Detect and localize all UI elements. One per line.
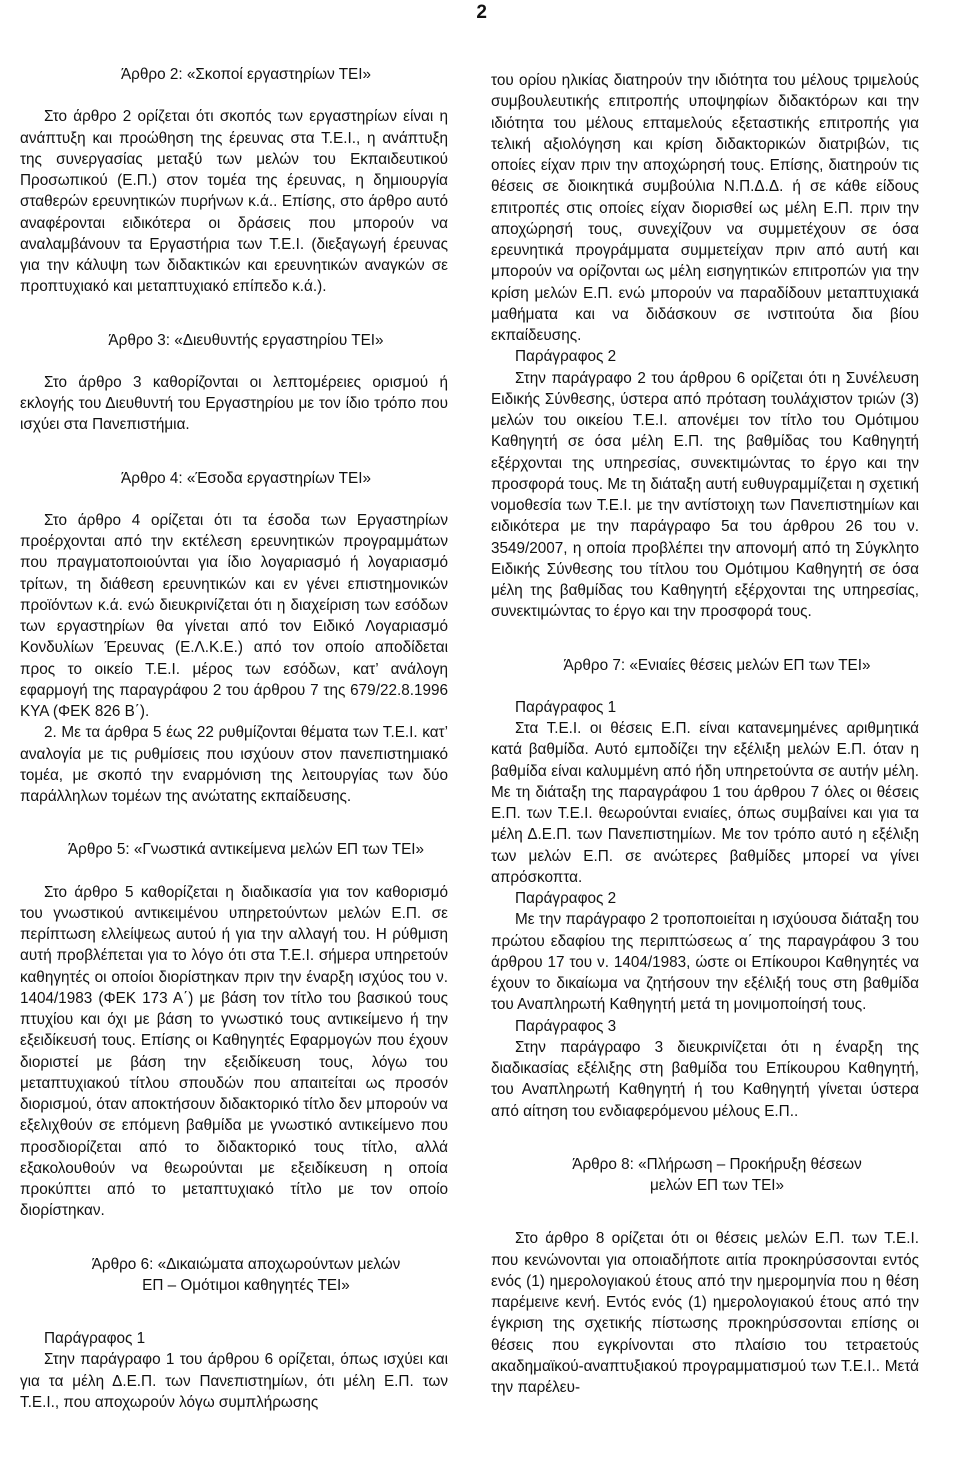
article-8-paragraph: Στο άρθρο 8 ορίζεται ότι οι θέσεις μελών Ε.Π. των Τ.Ε.Ι. που κενώνονται για οποιαδήποτε αιτία προκηρύσσονται εντός ενός (1) ημερολογιακού έτους από την ημερομηνία που η θέση παρέμεινε κενή. Εντός ενός (1) ημερολογιακού έτους από την έγκριση της σχετικής πίστωσης προκηρύσσονται επίσης οι θέσεις που εγκρίνονται στο πλαίσιο του τετραετούς ακαδημαϊκού-αναπτυξιακού προγραμματισμού των Τ.Ε.Ι.. Μετά την παρέλευ- [491,1230,919,1396]
left-column [20,64,448,1413]
article-7-paragraph-2-text: Με την παράγραφο 2 τροποποιείται η ισχύουσα διάταξη του πρώτου εδαφίου της περιπτώσεως α΄ της παραγράφου 3 του άρθρου 17 του ν. 1404/1983, ώστε οι Επίκουροι Καθηγητές να έχουν το δικαίωμα να ζητήσουν την εξέλιξή τους στη βαθμίδα του Αναπληρωτή Καθηγητή μετά τη μονιμοποίησή τους. [491,911,919,1014]
article-7-paragraph-1-text: Στα Τ.Ε.Ι. οι θέσεις Ε.Π. είναι κατανεμημένες αριθμητικά κατά βαθμίδα. Αυτό εμποδίζει την εξέλιξη μελών Ε.Π. όταν η βαθμίδα είναι καλυμμένη από ήδη υπηρετούντα σε αυτήν μέλη. Με τη διάταξη της παραγράφου 1 του άρθρου 7 όλες οι θέσεις Ε.Π. των Τ.Ε.Ι. θεωρούνται ενιαίες, όπως συμβαίνει και για τα μέλη Δ.Ε.Π. των Πανεπιστημίων. Με τον τρόπο αυτό η εξέλιξη των μελών Ε.Π. σε ανώτερες βαθμίδες μπορεί να γίνει απρόσκοπτα. [491,720,919,886]
article-4-paragraph: Στο άρθρο 4 ορίζεται ότι τα έσοδα των Εργαστηρίων προέρχονται από την εκτέλεση ερευνητικών προγραμμάτων που πραγματοποιούνται για ίδιο λογαριασμό ή λογαριασμό τρίτων, τη διάθεση ερευνητικών και εν γένει επιστημονικών προϊόντων κ.ά. ενώ διευκρινίζεται ότι η διαχείριση των εσόδων των εργαστηρίων θα γίνεται από τον Ειδικό Λογαριασμό Κονδυλίων Έρευνας (Ε.Λ.Κ.Ε.) από τον οποίο αποδίδεται προς το οικείο Τ.Ε.Ι. μέρος των εσόδων, κατ’ ανάλογη εφαρμογή της παραγράφου 2 του άρθρου 7 της 679/22.8.1996 ΚΥΑ (ΦΕΚ 826 Β΄). [20,511,448,720]
article-6-paragraph-2-label: Παράγραφος 2 [515,348,617,366]
article-7-paragraph-2-label: Παράγραφος 2 [515,890,617,907]
article-7-paragraph-3-text: Στην παράγραφο 3 διευκρινίζεται ότι η έναρξη της διαδικασίας εξέλιξης στη βαθμίδα του Επίκουρου Καθηγητή, του Αναπληρωτή Καθηγητή ή του Καθηγητή γίνεται ύστερα από αίτηση του ενδιαφερόμενου μέλους Ε.Π.. [491,1038,919,1120]
article-6-continuation: του ορίου ηλικίας διατηρούν την ιδιότητα του μέλους τριμελούς συμβουλευτικής επιτροπής υποψηφίων διδακτόρων και την ιδιότητα του μέλους επταμελούς εξεταστικής επιτροπής για τελική αξιολόγηση και κρίση διδακτορικών διατριβών, τις οποίες είχαν πριν την αποχώρησή τους. Επίσης, διατηρούν τις θέσεις σε διοικητικά συμβούλια Ν.Π.Δ.Δ. ή σε κάθε είδους επιτροπές στις οποίες είχαν διορισθεί ως μέλη Ε.Π. πριν την αποχώρησή τους, συνεχίζουν να συμμετέχουν σε όσα ερευνητικά προγράμματα συμμετείχαν πριν από αυτή και μπορούν να ορίζονται ως μέλη εισηγητικών επιτροπών για την κρίση μελών Ε.Π. ενώ μπορούν να παραδίδουν μεταπτυχιακά μαθήματα και να διδάσκουν σε ινστιτούτα δια βίου εκπαίδευσης. [491,72,919,344]
article-6-heading-line-1: Άρθρο 6: «Δικαιώματα αποχωρούντων μελών [91,1255,401,1273]
article-7-paragraph-1-label: Παράγραφος 1 [515,698,617,716]
article-3-heading: Άρθρο 3: «Διευθυντής εργαστηρίου ΤΕΙ» [108,331,384,349]
article-5-heading: Άρθρο 5: «Γνωστικά αντικείμενα μελών ΕΠ των ΤΕΙ» [67,841,425,859]
article-8-heading-line-2: μελών ΕΠ των ΤΕΙ» [649,1177,785,1194]
article-3-paragraph: Στο άρθρο 3 καθορίζονται οι λεπτομέρειες ορισμού ή εκλογής του Διευθυντή του Εργαστηρίου με τον ίδιο τρόπο που ισχύει στα Πανεπιστήμια. [20,373,448,434]
article-4-heading: Άρθρο 4: «Έσοδα εργαστηρίων ΤΕΙ» [121,469,371,487]
article-6-heading-line-2: ΕΠ – Ομότιμοι καθηγητές ΤΕΙ» [142,1276,350,1294]
article-7-paragraph-3-label: Παράγραφος 3 [515,1017,617,1035]
right-column [491,70,919,1398]
article-6-paragraph-1-text: Στην παράγραφο 1 του άρθρου 6 ορίζεται, όπως ισχύει και για τα μέλη Δ.Ε.Π. των Πανεπιστημίων, ότι μέλη Ε.Π. των Τ.Ε.Ι., που αποχωρούν λόγω συμπλήρωσης [20,1351,448,1411]
article-8-heading-line-1: Άρθρο 8: «Πλήρωση – Προκήρυξη θέσεων [572,1155,862,1173]
article-5-paragraph: Στο άρθρο 5 καθορίζεται η διαδικασία για τον καθορισμό του γνωστικού αντικειμένου υπηρετούντων μελών Ε.Π. σε περίπτωση ελλείψεως αυτού ή για την αλλαγή του. Η ρύθμιση αυτή προβλέπεται για το λόγο ότι στα Τ.Ε.Ι. σήμερα υπηρετούν καθηγητές οι οποίοι διορίστηκαν πριν την έναρξη ισχύος του ν. 1404/1983 (ΦΕΚ 173 Α΄) με βάση τον τίτλο του βασικού τους πτυχίου και όχι με βάση το γνωστικό τους αντικείμενο ή την εξειδίκευσή τους. Επίσης οι Καθηγητές Εφαρμογών που έχουν διοριστεί με βάση την εξειδίκευση τους, λόγω του μεταπτυχιακού τίτλου σπουδών που απαιτείται ως προσόν διορισμού, όταν αποκτήσουν διδακτορικό τίτλο δεν μπορούν να εξελιχθούν σε επόμενη βαθμίδα με γνωστικό αντικείμενο που προσδιορίζεται από το διδακτορικό τους τίτλο, αλλά εξακολουθούν να θεωρούνται με εξειδίκευση η οποία προκύπτει από το μεταπτυχιακό τίτλο με τον οποίο διορίστηκαν. [20,883,448,1220]
article-4-paragraph-2: 2. Με τα άρθρα 5 έως 22 ρυθμίζονται θέματα των Τ.Ε.Ι. κατ’ αναλογία με τις ρυθμίσεις που ισχύουν στον πανεπιστημιακό τομέα, με σκοπό την εναρμόνιση της λειτουργίας των δύο παράλληλων τομέων της ανώτατης εκπαίδευσης. [20,724,448,805]
article-7-heading: Άρθρο 7: «Ενιαίες θέσεις μελών ΕΠ των ΤΕΙ» [563,656,871,674]
page-number: 2 [476,2,487,23]
article-2-paragraph: Στο άρθρο 2 ορίζεται ότι σκοπός των εργαστηρίων είναι η ανάπτυξη και προώθηση της έρευνας στα Τ.Ε.Ι., η ανάπτυξη της συνεργασίας μεταξύ των μελών του Εκπαιδευτικού Προσωπικού (Ε.Π.) στον τομέα της έρευνας, η δημιουργία σταθερών ερευνητικών πυρήνων κ.ά.. Επίσης, στο άρθρο αυτό αναφέρονται ειδικότερα οι δράσεις που μπορούν να αναλαμβάνουν τα Εργαστήρια των Τ.Ε.Ι. (διεξαγωγή έρευνας για την κάλυψη των διδακτικών και ερευνητικών αναγκών σε προπτυχιακό και μεταπτυχιακό επίπεδο κ.ά.). [20,108,448,296]
article-2-heading: Άρθρο 2: «Σκοποί εργαστηρίων ΤΕΙ» [120,66,372,83]
article-6-paragraph-2-text: Στην παράγραφο 2 του άρθρου 6 ορίζεται ότι η Συνέλευση Ειδικής Σύνθεσης, ύστερα από πρόταση τουλάχιστον τριών (3) μελών του οικείου Τ.Ε.Ι. απονέμει τον τίτλο του Ομότιμου Καθηγητή σε όσα μέλη Ε.Π. της βαθμίδας του Καθηγητή εξέρχονται της υπηρεσίας, συνεκτιμώντας το έργο και την προσφορά τους. Με τη διάταξη αυτή ευθυγραμμίζεται η σχετική νομοθεσία των Τ.Ε.Ι. με την αντίστοιχη των Πανεπιστημίων και ειδικότερα με την παράγραφο 5α του άρθρου 26 του ν. 3549/2007, η οποία προβλέπει την απονομή από τη Σύγκλητο Ειδικής Σύνθεσης του τίτλου του Ομότιμου Καθηγητή σε όσα μέλη της βαθμίδας του Καθηγητή εξέρχονται της υπηρεσίας, συνεκτιμώντας το έργο και την προσφορά τους. [491,369,919,621]
article-6-paragraph-1-label: Παράγραφος 1 [44,1330,146,1347]
